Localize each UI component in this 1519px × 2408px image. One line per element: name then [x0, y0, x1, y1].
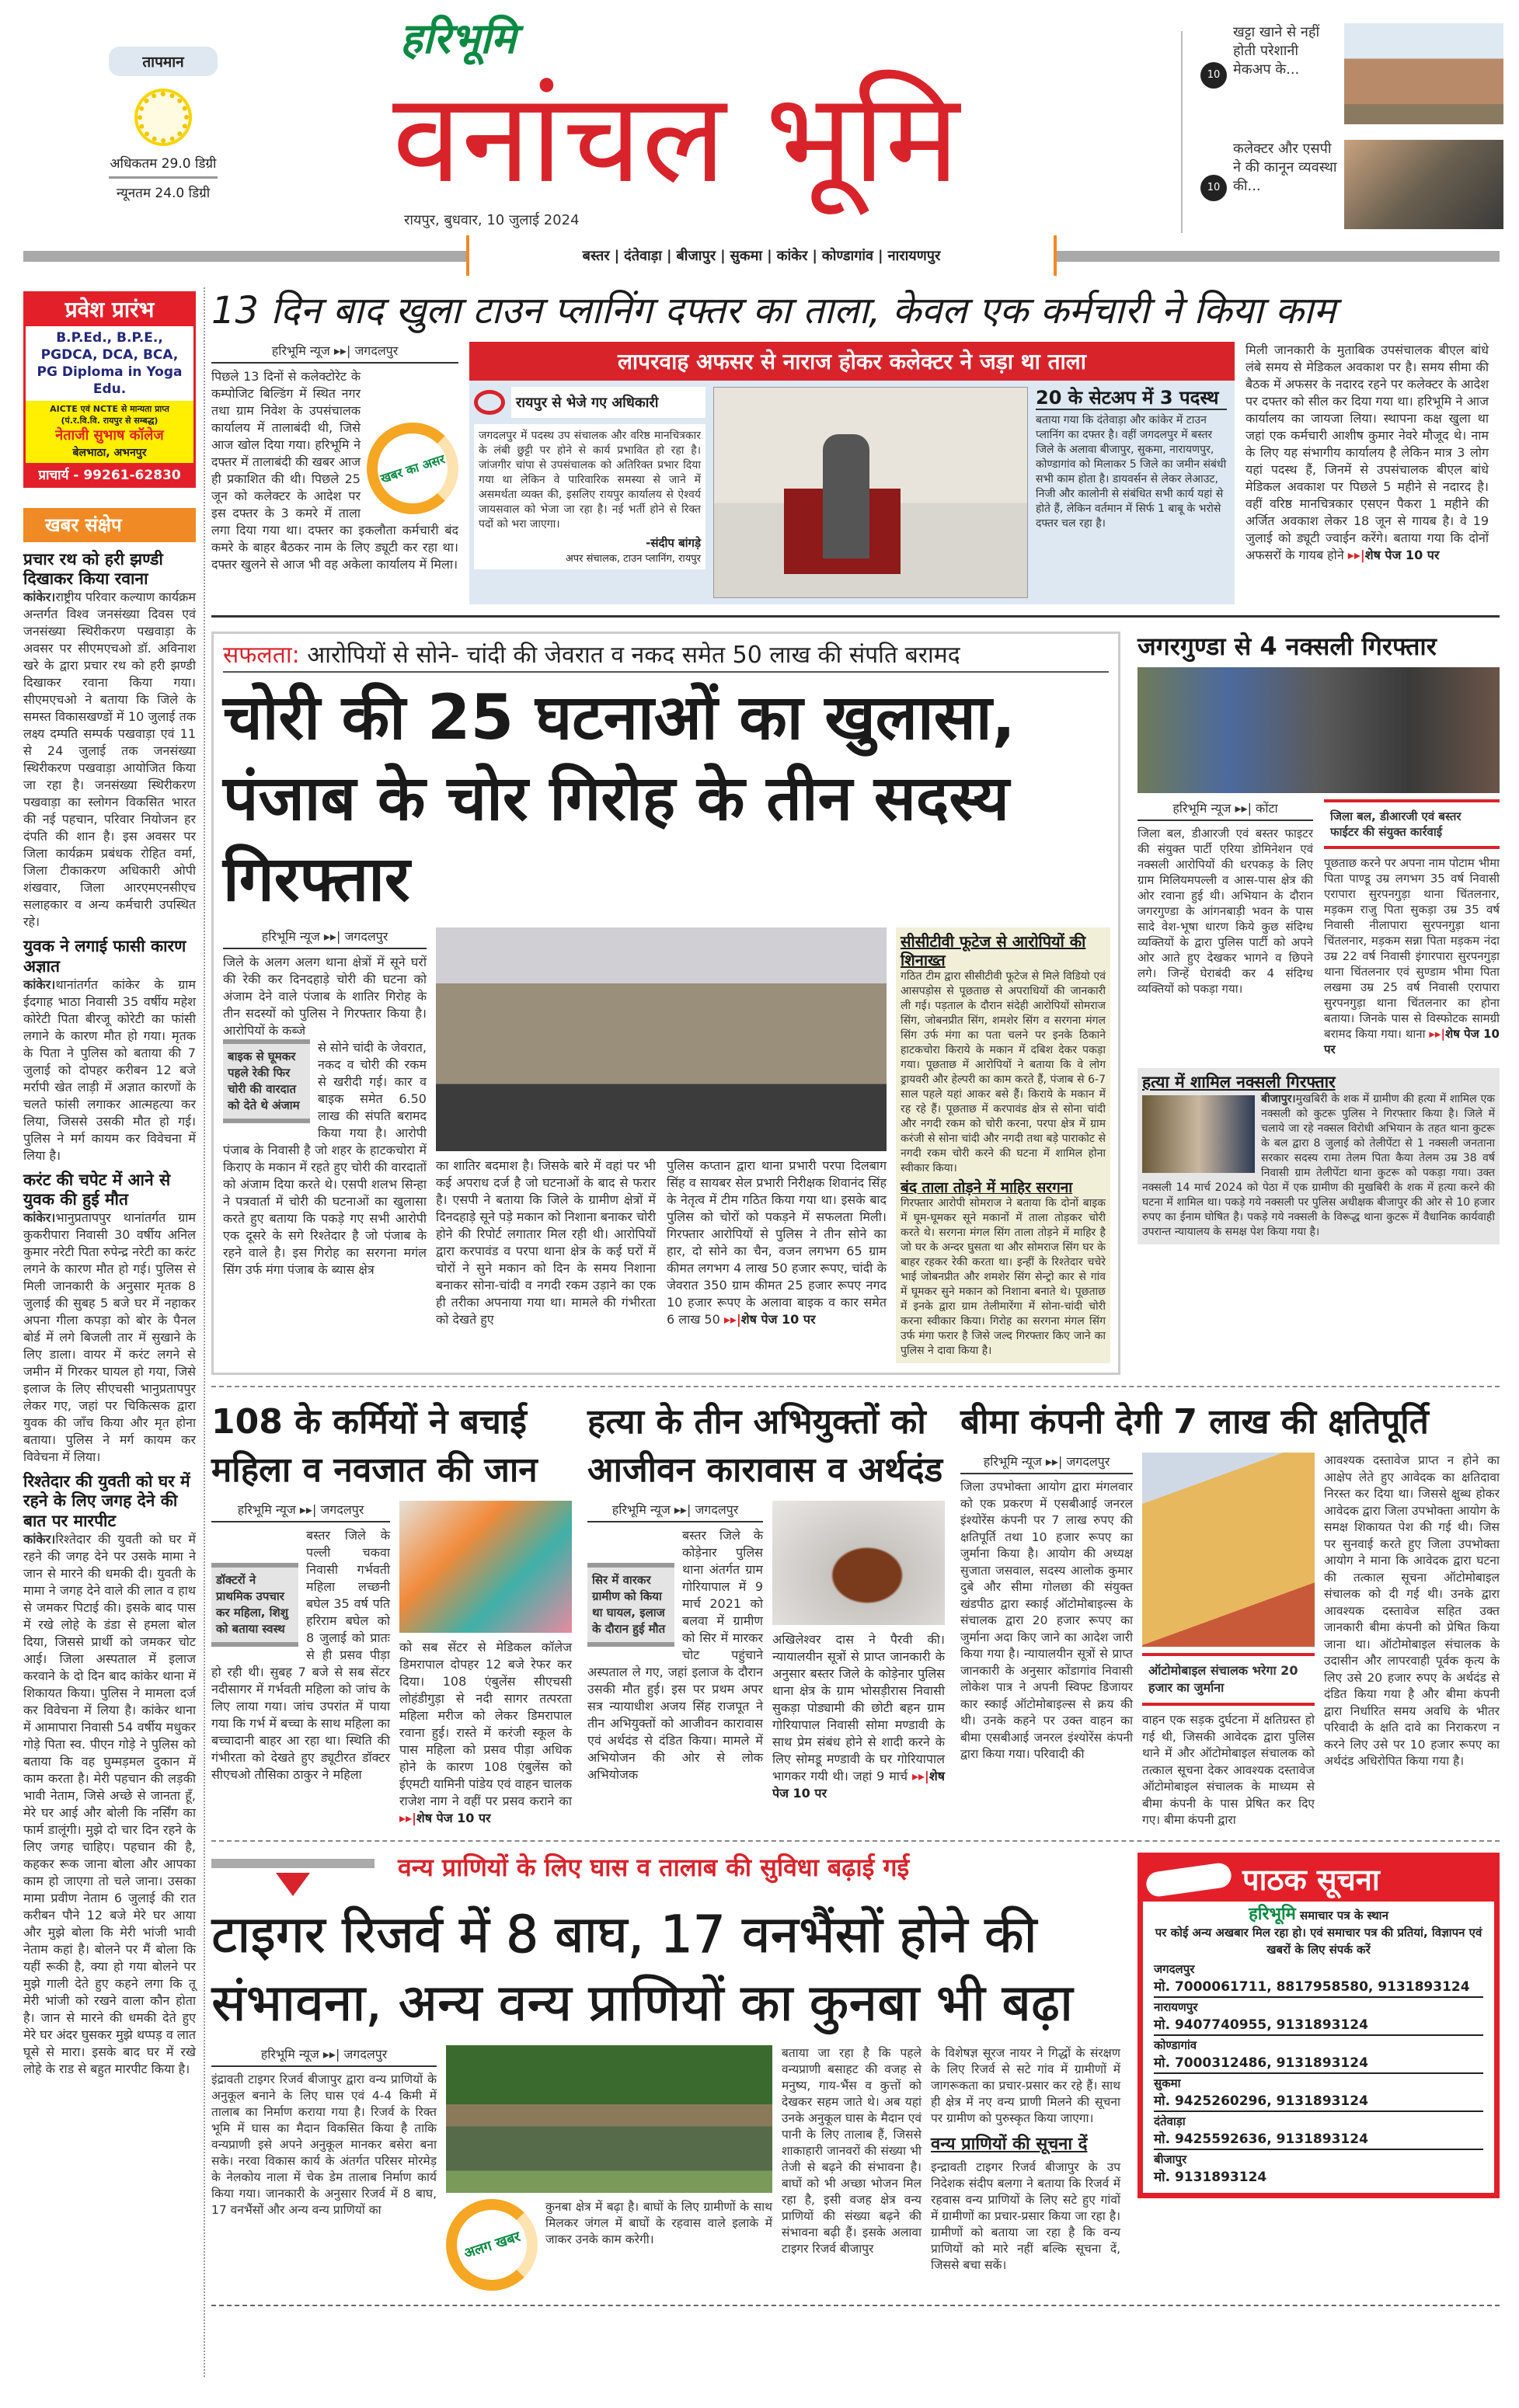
gavel-photo	[772, 1501, 945, 1625]
ad-courses: B.P.Ed., B.P.E., PGDCA, DCA, BCA, PG Diploma in Yoga Edu.	[37, 330, 183, 397]
brief-place: कांकेर।	[23, 1531, 56, 1547]
contact-city: सुकमा	[1154, 2076, 1181, 2090]
brief-body: भानुप्रतापपुर थानांतर्गत ग्राम कुकरीपारा निवासी 30 वर्षीय अनिल कुमार नरेटी पिता रुपेन्द्र नरेटी का करंट लगने के कारण मौत हो गई। पुलिस से मिली जानकारी के अनुसार मृतक 8 जुलाई की सुबह 5 बजे घर में नहाकर अपना गीला कपड़ा को बोर के पैनल बोर्ड में लगे बिजली तार में सुखाने के लिए डाला। वायर में करंट लगने से जमीन में गिरकर घायल हो गया, जिसे इलाज के लिए सीएचसी भानुप्रतापपुर लेकर गए, जहां पर चिकित्सक द्वारा युवक की जाँच किया और मृत होना बताया। पुलिस ने मर्ग कायम कर विवेचना में लिया।	[23, 1210, 196, 1465]
theft-col3	[667, 1157, 887, 1328]
byline-place: जगदलपुर	[344, 928, 388, 944]
sun-icon	[138, 92, 189, 143]
tiger-story	[211, 1853, 1120, 2294]
district-link[interactable]: नारायणपुर	[887, 248, 941, 264]
tiger-kicker-mark	[211, 1853, 375, 1896]
quote-panel	[474, 424, 705, 569]
brief-text	[23, 589, 196, 931]
theft-story-box	[211, 632, 1120, 1376]
tiger-col4-text: के विशेषज्ञ सूरज नायर ने गिद्धों के संरक्षण के लिए रिजर्व से सटे गांव में ग्रामीणों में जागरूकता का प्रचार-प्रसार कर रहे हैं। साथ ही क्षेत्र में नए वन्य प्राणी मिलने की सूचना पर ग्रामीण को पुरुस्कृत किया जाएगा।	[931, 2045, 1120, 2125]
dateline: रायपुर, बुधवार, 10 जुलाई 2024	[404, 212, 580, 228]
brief-label: खबर संक्षेप	[45, 514, 122, 536]
byline-source: हरिभूमि न्यूज	[237, 1502, 296, 1518]
lead-banner: लापरवाह अफसर से नाराज होकर कलेक्टर ने जड़ा था ताला	[469, 342, 1235, 381]
theft-body-row	[223, 927, 1109, 1364]
byline-source: हरिभूमि न्यूज	[983, 1454, 1042, 1470]
office-photo	[713, 387, 1028, 598]
theft-byline: हरिभूमि न्यूज ▸▸| जगदलपुर	[223, 927, 427, 949]
quote-head	[474, 387, 705, 418]
ad-affiliation: (पं.र.वि.वि. रायपुर से सम्बद्ध)	[61, 416, 159, 426]
cctv-text: गठित टीम द्वारा सीसीटीवी फूटेज से मिले विडियो एवं आसपड़ोस से पूछताछ से अपराधियों की जानकारी ली गई। पड़ताल के दौरान संदेही आरोपियों सोमराज सिंग, जोबनप्रीत सिंग, शमशेर सिंग व सरगना मंगल सिंग उर्फ मंगा का पता चलने पर इनके ठिकाने हाटकचोरा किराये के मकान में दबिश देकर पकड़ा गया। पूछताछ में आरोपियों ने बताया कि वे लोग ड्रायवरी और हेल्परी का काम करते हैं, पंजाब से 6-7 साल पहले यहां आकर बसे हैं। किराये के मकान में रह रहे हैं। पूछताछ में करपावंड क्षेत्र से सोना चांदी और नगदी रकम को चोरी करना, परपा क्षेत्र में ग्राम करंजी से सोना चांदी और नगदी तथा बड़े पाराकोट से नगदी रकम चोरी करने की घटना में शामिल होना स्वीकार किया।	[901, 969, 1106, 1174]
divider	[211, 1840, 1500, 1842]
speech-bubble-icon	[474, 390, 505, 415]
setup-title: 20 के सेटअप में 3 पदस्थ	[1036, 387, 1227, 411]
theft-middle	[436, 927, 887, 1328]
impact-stamp-text: खबर का असर	[378, 451, 447, 486]
contact-city: जगदलपुर	[1154, 1961, 1195, 1976]
murder-col2	[772, 1631, 945, 1802]
naxal-columns	[1138, 799, 1500, 1057]
brief-title: रिश्तेदार की युवती को घर में रहने के लिए जगह देने की बात पर मारपीट	[23, 1472, 190, 1530]
continued-link[interactable]: ▸▸|शेष पेज 10 पर	[399, 1811, 491, 1826]
murder-col2-wrap	[772, 1501, 945, 1802]
left-column	[23, 291, 196, 2078]
contact-phones[interactable]: मो. 9407740955, 9131893124	[1154, 2017, 1368, 2033]
continued-label: शेष पेज 10 पर	[1364, 547, 1440, 562]
lead-column	[211, 342, 458, 573]
tiger-kicker: वन्य प्राणियों के लिए घास व तालाब की सुविधा बढ़ाई गई	[398, 1852, 910, 1882]
weather-label: तापमान	[109, 47, 218, 76]
byline-place: कोंटा	[1256, 800, 1278, 816]
brief-item	[23, 1171, 196, 1466]
district-link[interactable]: बीजापुर	[676, 248, 716, 264]
lead-headline: 13 दिन बाद खुला टाउन प्लानिंग दफ्तर का ताला, केवल एक कर्मचारी ने किया काम	[211, 289, 1336, 332]
lock-text: गिरफ्तार आरोपी सोमराज ने बताया कि दोनों बाइक में घूम-घूमकर सूने मकानों में ताला तोड़कर चोरी करते थे। सरगना मंगल सिंग ताला तोड़ने में माहिर है जो घर के अन्दर घुसता था और सोमराज सिंग घर के बाहर रहकर रेकी करता था। इन्हीं के रिश्तेदार चचेरे भाई जोबनप्रीत और शमशेर सिंग सेन्ट्रो कार से गांव में घूमकर सुने मकान को निशाना बनाते थे। पूछताछ में इनके द्वारा ग्राम तेलीमारेंगा में सोना-चांदी चोरी करना स्वीकार किया। गिरोह का सरगना मंगल सिंग उर्फ मंगा फरार है जिसे जल्द गिरफ्तार किए जाने का पुलिस ने दावा किया है।	[901, 1197, 1106, 1358]
divider	[211, 1386, 1500, 1387]
insurance-col1: जिला उपभोक्ता आयोग द्वारा मंगलवार को एक प्रकरण में एसबीआई जनरल इंश्योरेंस कंपनी पर 7 लाख रुपए की क्षतिपूर्ति तथा 10 हजार रूपए का जुर्माना किया है। आयोग की अध्यक्ष सुजाता जसवाल, सदस्य आलोक कुमार दुबे और सीमा गोलछा की संयुक्त खंडपीठ द्वारा स्काई ऑटोमोबाइल्स के संचालक द्वारा 20 हजार रूपए का जुर्माना अदा किए जाने का आदेश जारी किया गया है। न्यायालयीन सूत्रों से प्राप्त जानकारी के अनुसार कोंडागांव निवासी लोकेश पात्र ने अपनी स्विफ्ट डिजायर कार स्काई ऑटोमोबाइल्स से क्रय की थी। उनके कहने पर उक्त वाहन का बीमा एसबीआई जनरल इंश्योरेंस कंपनी द्वारा किया गया। परिवादी की	[960, 1480, 1133, 1762]
district-link[interactable]: सुकमा	[730, 248, 763, 264]
contact-list	[1143, 1960, 1494, 2193]
district-link[interactable]: बस्तर	[582, 248, 610, 264]
theft-kicker	[223, 640, 1109, 673]
ambulance-byline: हरिभूमि न्यूज ▸▸| जगदलपुर	[211, 1501, 390, 1522]
contact-city: कोण्डागांव	[1154, 2037, 1197, 2052]
contact-row	[1154, 2112, 1483, 2150]
lead-right-body: मिली जानकारी के मुताबिक उपसंचालक बीएल बांधे लंबे समय से मेडिकल अवकाश पर है। समय सीमा की बैठक में अफसर के नदारद रहने पर कलेक्टर के आदेश पर दफ्तर को सील कर दिया गया था। हरिभूमि ने आज कार्यालय का जायजा लिया। स्थापना कक्ष खुला था जहां एक कर्मचारी आशीष कुमार नेवरे मौजूद थे। नाम के लिए यह संभागीय कार्यालय है लेकिन मात्र 3 लोग यहां पदस्थ हैं, जिनमें से उपसंचालक बीएल बांधे मेडिकल अवकाश पर पिछले 5 महीने से नदारद है। वहीं वरिष्ठ मानचित्रकार एसएन पैकरा 1 महीने की अर्जित अवकाश लेकर 18 जून से गायब है। वे 19 जुलाई को ड्यूटी ज्वाईन करेंगे। बताया गया कि दोनों अफसरों के गायब होने	[1246, 342, 1489, 562]
chevron-down-icon	[276, 1873, 310, 1896]
insurance-col2: वाहन एक सड़क दुर्घटना में क्षतिग्रस्त हो गई थी, जिसकी आवेदक द्वारा पुलिस थाने में और ऑटोमोबाइल संचालक को तत्काल सूचना देकर आवश्यक दस्तावेज ऑटोमोबाइल संचालक के माध्यम से बीमा कंपनी के पास प्रेषित कर दिए गए। बीमा कंपनी द्वारा	[1142, 1713, 1315, 1828]
teaser-divider	[1181, 31, 1183, 233]
contact-row	[1154, 1960, 1483, 1998]
second-row	[211, 632, 1500, 1376]
quote-title: रायपुर से भेजे गए अधिकारी	[511, 387, 705, 418]
ambulance-col2	[399, 1639, 572, 1827]
murder-pullquote: सिर में वारकर ग्रामीण को किया था घायल, इलाज के दौरान हुई मौत	[587, 1563, 674, 1647]
separate-news-text: अलग खबर	[462, 2228, 522, 2262]
insurance-col2-wrap	[1142, 1453, 1315, 1829]
naxal-arrest-photo	[1138, 667, 1500, 793]
theft-col1b: से सोने चांदी के जेवरात, नकद व चोरी की रकम से खरीदी गई। कार व बाइक समेत 6.50 लाख की संपति बरामद किया गया है। आरोपी पंजाब के निवासी है जो शहर के हाटकचोरा में किराए के मकान में रहते हुए चोरी की वारदातों को अंजाम दिया करते थे। एसपी शलभ सिन्हा ने पत्रवार्ता में चोरी की घटनाओं का खुलासा करते हुए बताया कि पकड़े गए सभी आरोपी एक दूसरे के सगे रिश्तेदार है जो पंजाब के रहने वाले है। इस गिरोह का सरगना मगंल सिंग उर्फ मंगा पंजाब के ब्यास क्षेत्र	[223, 1039, 427, 1277]
brief-title: युवक ने लगाई फासी कारण अज्ञात	[23, 937, 186, 976]
naxal-col2	[1324, 855, 1500, 1057]
divider	[211, 615, 1500, 618]
tiger-kicker-bar	[211, 1859, 375, 1868]
box-body: मुखबिरी के शक में ग्रामीण की हत्या में शामिल एक नक्सली को कुटरू पुलिस ने गिरफ्तार किया है। जिले में चलाये जा रहे नक्सल विरोधी अभियान के तहत थाना कुटरू के बल द्वारा 8 जुलाई को तेलीपेंटा से 1 नक्सली जनताना सरकार सदस्य रामा तेलम पिता कैया तेलम उम्र 38 वर्ष निवासी ग्राम तेलीपेंटा थाना कुटरू को पकड़ा गया। उक्त नक्सली 14 मार्च 2024 को पेठा में एक ग्रामीण की मुखबिरी के शक में हत्या करने की घटना में शामिल था। पकड़े गये नक्सली पर पुलिस अधीक्षक बीजापुर की ओर से 10 हजार रुपए का ईनाम घोषित है। पकड़े गये नक्सली के विरूद्ध थाना कुटरू में वैधानिक कार्यवाही उपरान्त न्यायालय के समक्ष पेश किया गया है।	[1142, 1093, 1495, 1239]
byline-place: जगदलपुर	[343, 2046, 388, 2062]
brief-item	[23, 937, 196, 1164]
lead-feature-box	[469, 342, 1235, 604]
district-nav: बस्तर | दंतेवाड़ा | बीजापुर | सुकमा | कांकेर | कोण्डागांव | नारायणपुर	[466, 235, 1057, 276]
quote-name: -संदीप बांगड़े	[646, 535, 701, 550]
column-rule	[204, 287, 205, 2377]
quote-role: अपर संचालक, टाउन प्लानिंग, रायपुर	[565, 552, 701, 565]
naxal-col2-wrap	[1324, 799, 1500, 1057]
insurance-col1-wrap	[960, 1453, 1133, 1763]
insurance-pullquote: ऑटोमोबाइल संचालक भरेगा 20 हजार का जुर्माना	[1142, 1653, 1315, 1706]
contact-city: नारायणपुर	[1154, 1999, 1198, 2014]
kicker-text: आरोपियों से सोने- चांदी की जेवरात व नकद समेत 50 लाख की संपति बरामद	[307, 641, 960, 669]
notice-intro	[1143, 1902, 1494, 1960]
page-badge: 10	[1200, 62, 1227, 89]
third-row	[211, 1398, 1500, 1829]
lead-row	[211, 342, 1500, 604]
consumer-forum-photo	[1142, 1453, 1315, 1647]
cctv-title: सीसीटीवी फूटेज से आरोपियों की शिनाख्त	[901, 931, 1086, 969]
theft-col1	[223, 927, 427, 1279]
notice-header	[1143, 1858, 1494, 1902]
notice-intro-2: पर कोई अन्य अखबार मिल रहा हो। एवं समाचार पत्र की प्रतियां, विज्ञापन एवं खबरों के लिए संपर्क करें	[1155, 1925, 1482, 1957]
max-temp: अधिकतम 29.0 डिग्री	[109, 154, 218, 179]
tiger-col1: इंद्रावती टाइगर रिजर्व बीजापुर द्वारा वन्य प्राणियों के अनुकूल बनाने के लिए घास एवं 4-4 किमी में तालाब का निर्माण कराया गया है। रिजर्व के रिक्त भूमि में घास का मैदान विकसित किया है ताकि वन्यप्राणी इसे अपने अनुकूल मानकर बसेरा बना सके। नरवा विकास कार्य के अंतर्गत परिसर मोरमेड़ के नेलकोय नाला में चेक डेम तालाब निर्माण कार्य किया गया। जानकारी के अनुसार रिजर्व में 8 बाघ, 17 वनभैंसों और अन्य वन्य प्राणियों का	[211, 2072, 437, 2217]
teaser-text: कलेक्टर और एसपी ने की कानून व्यवस्था की...	[1233, 141, 1337, 194]
continued-link[interactable]: ▸▸|शेष पेज 10 पर	[1324, 1026, 1500, 1056]
bottom-rule	[211, 2305, 1500, 2306]
box-place: बीजापुर।	[1261, 1093, 1296, 1106]
teaser-photo-meeting	[1344, 140, 1503, 229]
ambulance-photo	[399, 1501, 572, 1633]
contact-row	[1154, 2150, 1483, 2187]
naxal-suspect-photo	[1142, 1095, 1255, 1173]
byline-place: जगदलपुर	[1066, 1454, 1110, 1470]
insurance-headline: बीमा कंपनी देगी 7 लाख की क्षतिपूर्ति	[960, 1402, 1429, 1442]
brief-text	[23, 1209, 196, 1466]
naxal-byline: हरिभूमि न्यूज ▸▸| कोंटा	[1138, 799, 1313, 821]
district-link[interactable]: दंतेवाड़ा	[624, 248, 662, 264]
continued-label: शेष पेज 10 पर	[740, 1311, 816, 1327]
ambulance-col2-text: को सब सेंटर से मेडिकल कॉलेज डिमरापाल दोपहर 12 बजे रेफर कर दिया। 108 एंबुलेंस सीएचसी लोहंडीगुड़ा से नदी सागर तत्परता महिला मरीज को लेकर डिमरापाल रवाना हुई। रास्ते में करंजी स्कूल के पास महिला को प्रसव पीड़ा अधिक होने के कारण 108 एंबुलेंस को ईएमटी यामिनी पांडेय एवं वाहन चालक राजेश नाग ने वहीं पर प्रसव कराने का	[399, 1640, 572, 1809]
ambulance-col2-wrap	[399, 1501, 572, 1827]
brief-place: कांकेर।	[23, 976, 56, 992]
lead-body: पिछले 13 दिनों से कलेक्टोरेट के कम्पोजिट बिल्डिंग में स्थित नगर तथा ग्राम निवेश के उपसंचालक कार्यालय में तालाबंदी थी, जिसे आज खोल दिया गया। हरिभूमि ने दफ्तर में तालाबंदी की खबर आज ही प्रकाशित की थी। पिछले 25 जून को कलेक्टर के आदेश पर इस दफ्तर के 3 कमरे में ताला लगा दिया गया था। दफ्तर का इकलौता कर्मचारी बंद कमरे के बाहर बैठकर नाम के लिए ड्यूटी कर रहा था। दफ्तर खुलने से आज भी वह अकेला कार्यालय में मिला।	[211, 368, 458, 572]
contact-phones[interactable]: मो. 7000312486, 9131893124	[1154, 2055, 1368, 2071]
continued-link[interactable]: ▸▸|शेष पेज 10 पर	[1347, 547, 1440, 562]
weather-widget	[109, 47, 218, 201]
contact-phones[interactable]: मो. 9425260296, 9131893124	[1154, 2093, 1368, 2109]
brief-text	[23, 1531, 196, 2078]
ambulance-pullquote: डॉक्टरों ने प्राथमिक उपचार कर महिला, शिशु को बताया स्वस्थ	[211, 1563, 298, 1647]
quote-box	[474, 387, 705, 569]
continued-label: शेष पेज 10 पर	[1324, 1026, 1500, 1056]
contact-phones[interactable]: मो. 9425592636, 9131893124	[1154, 2131, 1368, 2147]
contact-row	[1154, 1998, 1483, 2036]
main-area	[211, 289, 1500, 2317]
ambulance-col1: बस्तर जिले के पल्ली चकवा निवासी गर्भवती महिला लच्छनी बघेल 35 वर्ष पति हरिराम बघेल को 8 जुलाई को प्रातः से ही प्रसव पीड़ा हो रही थी। सुबह 7 बजे से सब सेंटर नदीसागर में गर्भवती महिला को जांच के लिए लाया गया। जांच उपरांत में पाया गया कि गर्भ में बच्चा के साथ महिला का बच्चादानी बाहर आ रहा था। स्थिति की गंभीरता को देखते हुए ड्यूटीरत डॉक्टर सीएचओ तौसिका ठाकुर ने महिला	[211, 1528, 390, 1783]
byline-place: जगदलपुर	[320, 1502, 364, 1518]
murder-headline: हत्या के तीन अभियुक्तों को आजीवन कारावास व अर्थदंड	[587, 1402, 943, 1491]
kicker-label: सफलता:	[223, 641, 300, 669]
contact-phones[interactable]: मो. 9131893124	[1154, 2169, 1267, 2185]
tiger-byline: हरिभूमि न्यूज ▸▸| जगदलपुर	[211, 2045, 437, 2067]
tiger-columns	[211, 2045, 1120, 2294]
brief-body: रिश्तेदार की युवती को घर में रहने की जगह देने पर उसके मामा ने जान से मारने की धमकी दी। युवती के मामा ने जगह देने वाले की लात व हाथ से जमकर पिटाई की। इसके बाद पास में रखे लोहे के डंडा से हमला बोल दिया, जिससे प्रार्थी को जमकर चोट आई। जिला अस्पताल में इलाज करवाने के दो दिन बाद कांकेर थाना में शिकायत किया। पुलिस ने मामला दर्ज कर विवेचना में लिया है। कांकेर थाना में आमापारा निवासी 54 वर्षीय मधुकर गोड़े पिता स्व. पीएन गोड़े ने पुलिस को बताया कि वह घुम्मड़मल दुकान में काम करता है। मेरी पहचान की लड़की भावी नेताम, जिसे अच्छे से जानता हूँ, मेरे घर आई और बोली कि नर्सिंग का फार्म डालूंगी। मुझे दो चार दिन रहने के लिए जगह चाहिए। पहचान की है, कहकर रूक जाना बोला और आपका काम हो जाएगा तो चले जाना। उसका मामा प्रवीण नेताम 6 जुलाई की रात करीबन पौने 12 बजे मेरे घर आया और मुझे बोला कि मेरी भांजी भावी नेताम कहां है। बोलने पर मैं बोला कि यहीं रूकी है, क्या हो गया बोलने पर मुझे गाली देते हुए कहने लगा कि तू मेरी भांजी को रखने वाला कौन होता है। जान से मारने की धमकी देते हुए मेरे घर अंदर घुसकर मुझे थप्पड़ व लात घूसे से मारा। इसके बाद घर में रखे लोहे के राड से बहुत मारपीट किया है।	[23, 1531, 196, 2076]
brief-title: करंट की चपेट में आने से युवक की हुई मौत	[23, 1170, 171, 1209]
naxal-story	[1138, 632, 1500, 1245]
lock-title: बंद ताला तोड़ने में माहिर सरगना	[901, 1178, 1073, 1196]
naxal-col1-wrap	[1138, 799, 1313, 997]
page-badge: 10	[1200, 175, 1227, 201]
tiger-col4b-text: इन्द्रावती टाइगर रिजर्व बीजापुर के उप निदेशक संदीप बलगा ने बताया कि रिजर्व में रहवास वन्य प्राणियों के लिए सटे हुए गांवों में ग्रामीणों का प्रचार-प्रसार किया जा रहा है। ग्रामीणों को बताया जा रहा है कि वन्य प्राणियों को मारे नहीं बल्कि सूचना दें, जिससे बचा सकें।	[931, 2159, 1120, 2272]
min-temp: न्यूनतम 24.0 डिग्री	[116, 186, 211, 201]
cctv-sidebar	[896, 927, 1110, 1364]
ad-yellow-panel	[26, 401, 193, 463]
theft-columns	[436, 1157, 887, 1328]
tiger-subhead: वन्य प्राणियों की सूचना दें	[931, 2134, 1088, 2154]
murder-columns	[587, 1501, 946, 1802]
naxal-headline: जगरगुण्डा से 4 नक्सली गिरफ्तार	[1138, 631, 1437, 661]
naxal-murder-box	[1138, 1068, 1500, 1244]
ad-title: प्रवेश प्रारंभ	[26, 294, 193, 326]
lead-right-column	[1246, 342, 1489, 564]
contact-city: बीजापुर	[1154, 2152, 1187, 2166]
ambulance-columns	[211, 1501, 573, 1827]
notice-intro-1: समाचार पत्र के स्थान	[1300, 1908, 1388, 1923]
teaser-photo-building	[1344, 23, 1503, 124]
brief-place: कांकेर।	[23, 1210, 56, 1226]
byline-source: हरिभूमि न्यूज	[261, 928, 320, 944]
theft-col3-text: पुलिस कप्तान द्वारा थाना प्रभारी परपा दिलबाग सिंह व सायबर सेल प्रभारी निरीक्षक शिवानंद सिंह के नेतृत्व में टीम गठित किया गया था। इसके बाद पुलिस को चोरों को पकड़ने में सफलता मिली। गिरफ्तार आरोपियों से पुलिस ने तीन सोने का हार, दो सोने का चैन, वजन लगभग 65 ग्राम कीमत लगभग 4 लाख 50 हजार रूपए, चांदी के जेवरात 350 ग्राम कीमत 25 हजार रूपए नगद 10 हजार रूपए के अलावा बाइक व कार समेत 6 लाख 50	[667, 1157, 887, 1327]
pond-photo	[446, 2045, 772, 2193]
continued-label: शेष पेज 10 पर	[772, 1769, 945, 1801]
murder-col1-wrap	[587, 1501, 763, 1783]
ad-place: बेलभाठा, अभनपुर	[72, 447, 147, 459]
ambulance-headline: 108 के कर्मियों ने बचाई महिला व नवजात की जान	[211, 1402, 538, 1491]
brief-item	[23, 1472, 196, 2078]
contact-city: दंतेवाड़ा	[1154, 2114, 1186, 2128]
brief-body: राष्ट्रीय परिवार कल्याण कार्यक्रम अन्तर्गत विश्व जनसंख्या दिवस एवं जनसंख्या स्थिरीकरण पखवाड़ा के अवसर पर सीएमएचओ डॉ. अविनाश खरे के द्वारा प्रचार रथ को हरी झण्डी दिखाकर रवाना किया गया। सीएमएचओ ने बताया कि जिले के समस्त विकासखण्डों में 10 जुलाई तक लक्ष्य दम्पति सम्पर्क पखवाड़ा एवं 11 से 24 जुलाई तक जनसंख्या स्थिरीकरण पखवाड़ा आयोजित किया जा रहा है। जनसंख्या स्थिरीकरण पखवाड़ा का स्लोगन विकसित भारत की नई पहचान, परिवार नियोजन हर दंपति की शान है। इस अवसर पर जिला कार्यक्रम प्रबंधक रोहित वर्मा, जिला टीकाकरण अधिकारी ओपी शंखवार, जिला आरएमएनसीएच सलाहकार व अन्य कर्मचारी उपस्थित रहे।	[23, 590, 196, 930]
brief-text	[23, 976, 196, 1164]
insurance-col3: आवश्यक दस्तावेज प्राप्त न होने का आक्षेप लेते हुए आवेदक का क्षतिदावा निरस्त कर दिया था। जिससे क्षुब्ध होकर आवेदक द्वारा जिला उपभोक्ता आयोग के समक्ष शिकायत पेश की गई थी। जिस पर सुनवाई करते हुए जिला उपभोक्ता आयोग ने माना कि आवेदक द्वारा घटना की तत्काल सूचना ऑटोमोबाइल संचालक को दी गई थी। उनके द्वारा आवश्यक दस्तावेज सहित उक्त जानकारी बीमा कंपनी को प्रेषित किया जाना था। ऑटोमोबाइल संचालक के उदासीन और लापरवाही पूर्वक कृत्य के लिए उसे 20 हजार रुपए के अर्थदंड से दंडित किया गया है और बीमा कंपनी द्वारा निर्धारित समय अवधि के भीतर परिवादी के क्षति दावे का निराकरण न करने लिए उसे पर 10 हजार रूपए का अर्थदंड अधिरोपित किया गया है।	[1324, 1453, 1500, 1769]
insurance-columns	[960, 1453, 1500, 1829]
naxal-box-title: हत्या में शामिल नक्सली गिरफ्तार	[1142, 1072, 1336, 1091]
teaser-1[interactable]	[1200, 23, 1503, 136]
reader-notice	[1138, 1853, 1500, 2198]
notice-title: पाठक सूचना	[1242, 1862, 1380, 1897]
theft-col1a: जिले के अलग अलग थाना क्षेत्रों में सूने घरों की रेकी कर दिनदहाड़े चोरी की घटना को अंजाम देने वाले पंजाब के शातिर गिरोह के तीन सदस्यों को पुलिस ने गिरफ्तार किया है। आरोपियों के कब्जे	[223, 954, 427, 1038]
fourth-row	[211, 1853, 1500, 2294]
feature-row	[469, 381, 1235, 598]
brief-banner	[23, 508, 196, 542]
brief-place: कांकेर।	[23, 590, 56, 605]
byline-source: हरिभूमि न्यूज	[260, 2046, 319, 2062]
ambulance-col1-wrap	[211, 1501, 390, 1783]
byline-source: हरिभूमि न्यूज	[271, 343, 330, 358]
naxal-pullquote: जिला बल, डीआरजी एवं बस्तर फाईटर की संयुक्त कार्रवाई	[1324, 799, 1500, 849]
insurance-byline: हरिभूमि न्यूज ▸▸| जगदलपुर	[960, 1453, 1133, 1474]
district-link[interactable]: कोण्डागांव	[821, 248, 874, 264]
police-press-photo	[436, 927, 887, 1151]
lead-right-text	[1246, 342, 1489, 564]
brief-title: प्रचार रथ को हरी झण्डी दिखाकर किया रवाना	[23, 550, 163, 589]
brief-item	[23, 550, 196, 931]
continued-link[interactable]: ▸▸|शेष पेज 10 पर	[723, 1311, 816, 1327]
tiger-col1-wrap	[211, 2045, 437, 2218]
continued-link[interactable]: ▸▸|शेष पेज 10 पर	[772, 1769, 945, 1801]
ambulance-story	[211, 1398, 573, 1827]
impact-stamp	[367, 423, 458, 514]
byline-source: हरिभूमि न्यूज	[1172, 800, 1232, 816]
lead-byline: हरिभूमि न्यूज ▸▸| जगदलपुर	[211, 342, 458, 364]
naxal-col2-text: पूछताछ करने पर अपना नाम पोटाम भीमा पिता पाण्डू उम्र लगभग 35 वर्ष निवासी एरापारा सुरपनगुड़ा थाना चिंतलनार, मड़कम राजु पिता सुकड़ा उम्र 35 वर्ष निवासी नीलापारा सुरपनगुड़ा थाना चिंतलनार, मड़कम सन्ना पिता मड़कम नंदा उम्र 22 वर्ष निवासी इंगारपारा सुरपनगुड़ा थाना चिंतलनार एवं सुण्डाम भीमा पिता लखमा उम्र 25 वर्ष निवासी एरापारा सुरपनगुड़ा थाना चिंतलनार का होना बताया। जिनके पास से विस्फोटक सामग्री बरामद किया गया। थाना	[1324, 855, 1500, 1041]
byline-place: जगदलपुर	[695, 1502, 739, 1518]
setup-sidebar	[1036, 387, 1227, 532]
theft-col2: का शातिर बदमाश है। जिसके बारे में वहां पर भी कई अपराध दर्ज है जो घटनाओं के बाद से फरार है। एसपी ने बताया कि जिले के ग्रामीण क्षेत्रों में दिनदहाड़े सूने पड़े मकान को निशाना बनाकर चोरी होने की रिपोर्ट लगातार मिल रही थी। आरोपियों द्वारा करपावंड व परपा थाना क्षेत्र के कई घरों में चोरों ने सुने मकान को दिन के समय निशाना बनाकर सोना-चांदी व नगदी रकम उड़ाने का एक ही तरीका अपनाया गया था। मामले की गंभीरता को देखते हुए	[436, 1157, 656, 1327]
murder-byline: हरिभूमि न्यूज ▸▸| जगदलपुर	[587, 1501, 763, 1522]
tiger-col3: बताया जा रहा है कि पहले वन्यप्राणी बसाहट की वजह से मनुष्य, गाय-भैंस व कुत्तों को देखकर सहम जाते थे। अब यहां उनके अनुकूल घास के मैदान एवं पानी के लिए तालाब हैं, जिससे शाकाहारी जानवरों की संख्या भी तेजी से बढ़ने की संभावना है। बाघों को भी अच्छा भोजन मिल रहा है, इसी वजह क्षेत्र वन्य प्राणियों की संख्या बढ़ने की संभावना बढ़ी हैं। इसके अलावा टाइगर रिजर्व बीजापुर	[782, 2045, 922, 2256]
tiger-col4	[931, 2045, 1120, 2274]
theft-headline: चोरी की 25 घटनाओं का खुलासा, पंजाब के चोर गिरोह के तीन सदस्य गिरफ्तार	[223, 680, 1016, 915]
teaser-text: खट्टा खाने से नहीं होती परेशानी मेकअप के...	[1233, 24, 1320, 78]
masthead-title: वनांचल भूमि	[392, 65, 960, 211]
notice-brand: हरिभूमि	[1249, 1904, 1296, 1924]
district-link[interactable]: कांकेर	[776, 248, 808, 264]
theft-pullquote: बाइक से घूमकर पहले रेकी फिर चोरी की वारदात को देते थे अंजाम	[223, 1039, 310, 1123]
college-ad	[23, 291, 196, 488]
quote-text: जगदलपुर में पदस्थ उप संचालक और वरिष्ठ मानचित्रकार के लंबी छुट्टी पर होने से कार्य प्रभावित हो रहा है। जांजगीर चांपा से उपसंचालक को अतिरिक्त प्रभार दिया गया था लेकिन वे पारिवारिक समस्या से जाने में असमर्थता व्यक्त की, इसलिए रायपुर कार्यालय से ऐश्वर्य जायसवाल को भेजा जा रहा है। नई भर्ती होने से रिक्त पदों को भरा जाएगा।	[479, 429, 701, 531]
ad-college: नेताजी सुभाष कॉलेज	[55, 427, 164, 444]
separate-news-stamp	[446, 2199, 538, 2291]
ad-recognition: AICTE एवं NCTE से मान्यता प्राप्त	[50, 404, 169, 414]
ad-contact: प्राचार्य - 99261-62830	[26, 463, 193, 485]
teaser-2[interactable]	[1200, 140, 1503, 252]
tiger-kicker-row	[211, 1853, 1120, 1896]
contact-phones[interactable]: मो. 7000061711, 8817958580, 9131893124	[1154, 1978, 1470, 1995]
tiger-headline: टाइगर रिजर्व में 8 बाघ, 17 वनभैंसों होने की संभावना, अन्य वन्य प्राणियों का कुनबा भी बढ़ा	[211, 1904, 1074, 2033]
byline-place: जगदलपुर	[354, 343, 399, 358]
contact-row	[1154, 2036, 1483, 2074]
naxal-col1: जिला बल, डीआरजी एवं बस्तर फाइटर की संयुक्त पार्टी एरिया डोमिनेशन एवं नक्सली आरोपियों की धरपकड़ के लिए ग्राम मिलियमपल्ली व आस-पास क्षेत्र की ओर रवाना हुई थी। अभियान के दौरान जगरगुण्डा के आंगनबाड़ी भवन के पास सादे वेश-भूषा धारण किये कुछ संदिग्ध व्यक्तियों के द्वारा पुलिस पार्टी को अपने ओर आते हुए देखकर भागने व छिपने लगे। जिन्हें घेराबंदी कर 4 संदिग्ध व्यक्तियों को पकड़ा गया।	[1138, 826, 1313, 996]
brief-body: थानांतर्गत कांकेर के ग्राम ईदगाह भाठा निवासी 35 वर्षीय महेश कोरेटी पिता बीरजू कोरेटी का फांसी लगाने के कारण मौत हो गया। मृतक के पिता ने पुलिस को बताया की 7 जुलाई को दोपहर करीबन 12 बजे मर्रापी खेत लाड़ी में अज्ञात कारणों के चलते फांसी लगाकर आत्महत्या कर लिया, जिससे उसकी मौत हो गई। पुलिस ने मर्ग कायम कर विवेचना में लिया है।	[23, 976, 196, 1163]
setup-text: बताया गया कि दंतेवाड़ा और कांकेर में टाउन प्लानिंग का दफ्तर है। वहीं जगदलपुर में बस्तर जिले के अलावा बीजापुर, सुकमा, नारायणपुर, कोण्डागांव को मिलाकर 5 जिले का जमीन संबंधी सभी काम होता है। डायवर्सन से लेकर लेआउट, निजी और कालोनी से संबंधित सभी कार्य यहां से होते हैं, लेकिन वर्तमान में सिर्फ 1 बाबू के भरोसे दफ्तर चल रहा है।	[1036, 414, 1227, 531]
continued-label: शेष पेज 10 पर	[416, 1811, 491, 1826]
tiger-col2-wrap	[446, 2045, 772, 2294]
murder-col2-text: अखिलेश्वर दास ने पैरवी की। न्यायालयीन सूत्रों से प्राप्त जानकारी के अनुसार बस्तर जिले के कोड़ेनार पुलिस थाना क्षेत्र के ग्राम भोसड़ीरास निवासी सुकड़ा पोड्यामी की छोटी बहन ग्राम गोरियापाल निवासी सोमा मण्डावी के साथ प्रेम संबंध होने से शादी करने के लिए सोमडू मण्डावी के घर गोरियापाल भागकर गयी थी। जहां 9 मार्च	[772, 1632, 945, 1784]
murder-col1: बस्तर जिले के कोड़ेनार पुलिस थाना अंतर्गत ग्राम गोरियापाल में 9 मार्च 2021 को बलवा में ग्रामीण को सिर में मारकर चोट पहुंचाने अस्पताल ले गए, जहां इलाज के दौरान उसकी मौत हुई। इस पर प्रथम अपर सत्र न्यायाधीश अजय सिंह राजपूत ने तीन अभियुक्तों को आजीवन कारावास एवं अर्थदंड से दंडित किया। मामले में अभियोजन की ओर से लोक अभियोजक	[587, 1528, 763, 1783]
newspaper-roll-icon	[1144, 1861, 1232, 1898]
byline-source: हरिभूमि न्यूज	[611, 1502, 671, 1518]
person-shape	[823, 434, 869, 559]
murder-story	[587, 1398, 946, 1802]
contact-row	[1154, 2074, 1483, 2112]
brand-logo: हरिभूमि	[400, 14, 516, 63]
insurance-story	[960, 1398, 1500, 1829]
tiger-col2: कुनबा क्षेत्र में बढ़ा है। बाघों के लिए ग्रामीणों के साथ मिलकर जंगल में बाघों के रहवास वाले इलाके में जाकर उनके काम करेगी।	[545, 2199, 772, 2246]
